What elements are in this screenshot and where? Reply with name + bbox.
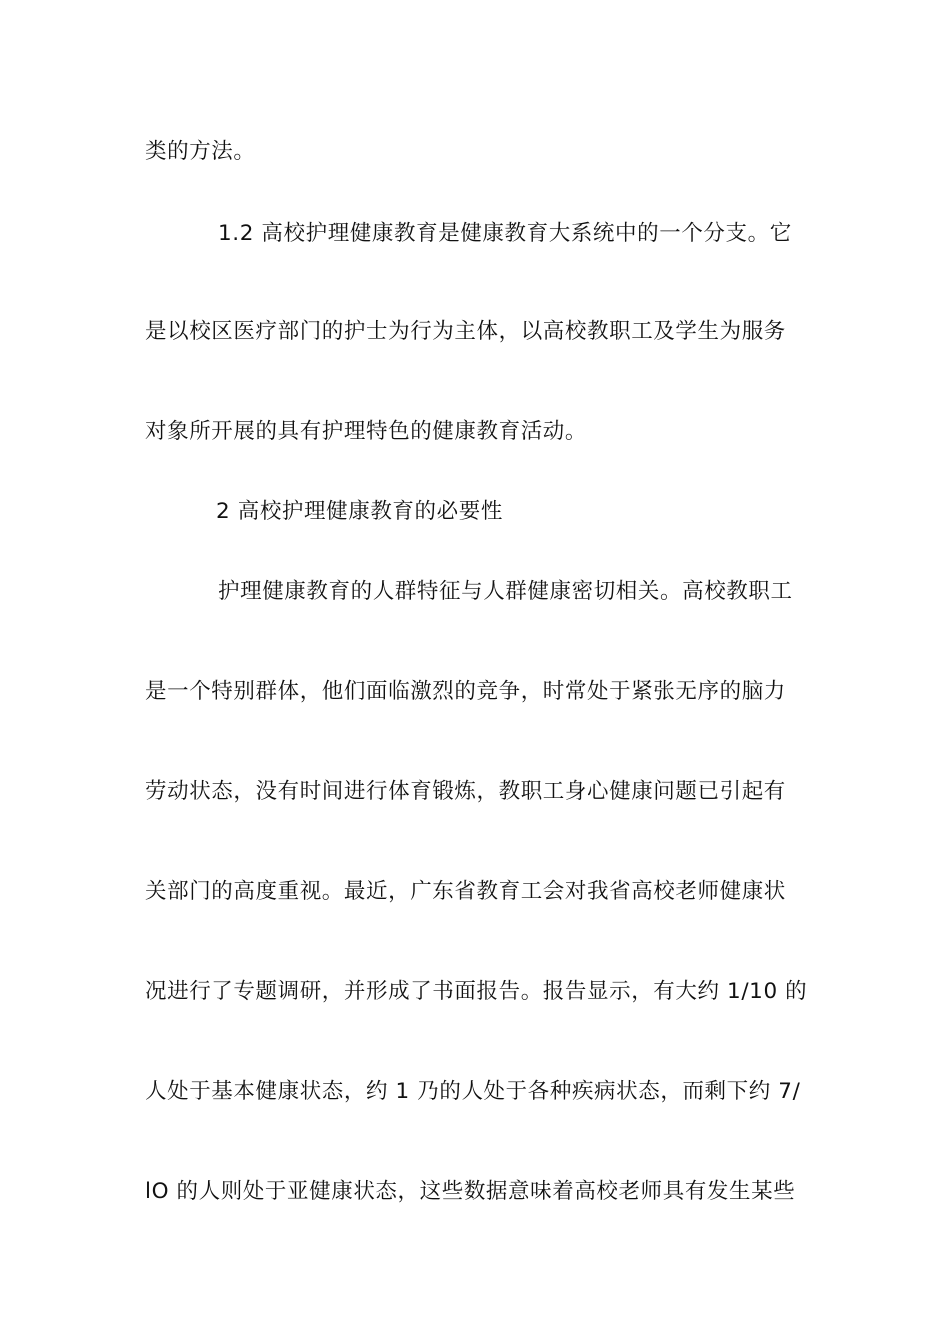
paragraph-line-7: 劳动状态，没有时间进行体育锻炼，教职工身心健康问题已引起有 bbox=[145, 779, 786, 804]
paragraph-line-10: 人处于基本健康状态，约 1 乃的人处于各种疾病状态，而剩下约 7/ bbox=[145, 1079, 801, 1104]
paragraph-line-11: lO 的人则处于亚健康状态，这些数据意味着高校老师具有发生某些 bbox=[145, 1179, 796, 1204]
paragraph-line-5: 护理健康教育的人群特征与人群健康密切相关。高校教职工 bbox=[218, 579, 793, 604]
paragraph-line-2: 1.2 高校护理健康教育是健康教育大系统中的一个分支。它 bbox=[218, 221, 792, 246]
paragraph-line-8: 关部门的高度重视。最近，广东省教育工会对我省高校老师健康状 bbox=[145, 879, 786, 904]
section-heading: 2 高校护理健康教育的必要性 bbox=[216, 499, 503, 524]
paragraph-line-4: 对象所开展的具有护理特色的健康教育活动。 bbox=[145, 419, 588, 444]
paragraph-line-6: 是一个特别群体，他们面临激烈的竞争，时常处于紧张无序的脑力 bbox=[145, 679, 786, 704]
paragraph-line-1: 类的方法。 bbox=[145, 139, 256, 164]
paragraph-line-3: 是以校区医疗部门的护士为行为主体，以高校教职工及学生为服务 bbox=[145, 319, 786, 344]
paragraph-line-9: 况进行了专题调研，并形成了书面报告。报告显示，有大约 1/10 的 bbox=[145, 979, 808, 1004]
